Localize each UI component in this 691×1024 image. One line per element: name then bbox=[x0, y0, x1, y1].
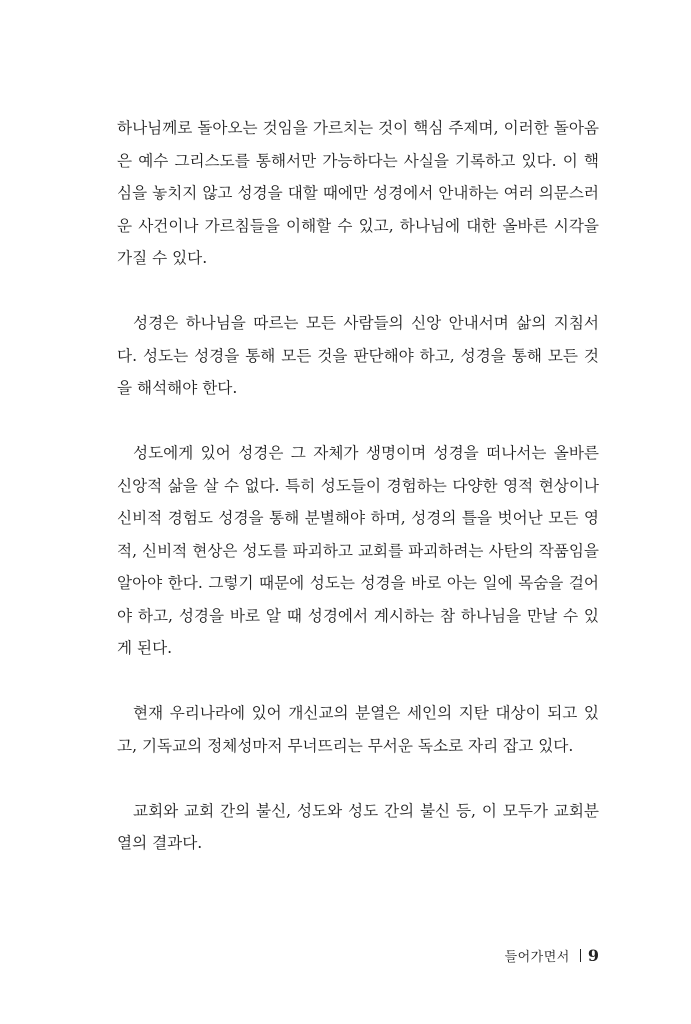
paragraph-distrust: 교회와 교회 간의 불신, 성도와 성도 간의 불신 등, 이 모두가 교회분열의 결과다. bbox=[117, 801, 599, 852]
page-footer bbox=[505, 946, 599, 965]
body-text bbox=[117, 112, 599, 860]
paragraph-bible-guide: 성경은 하나님을 따르는 모든 사람들의 신앙 안내서며 삶의 지침서다. 성도는 성경을 통해 모든 것을 판단해야 하고, 성경을 통해 모든 것을 해석해야 한다. bbox=[117, 314, 599, 397]
footer-divider bbox=[580, 949, 581, 962]
paragraph-continued: 하나님께로 돌아오는 것임을 가르치는 것이 핵심 주제며, 이러한 돌아옴은 예수 그리스도를 통해서만 가능하다는 사실을 기록하고 있다. 이 핵심을 놓치지 않고 성경을 대할 때에만 성경에서 안내하는 여러 의문스러운 사건이나 가르침들을 이해할 수 있고, 하나님에 대한 올바른 시각을 가질 수 있다. bbox=[117, 119, 599, 267]
page-number: 9 bbox=[587, 946, 599, 965]
running-section-title: 들어가면서 bbox=[504, 950, 570, 965]
paragraph-bible-life: 성도에게 있어 성경은 그 자체가 생명이며 성경을 떠나서는 올바른 신앙적 삶을 살 수 없다. 특히 성도들이 경험하는 다양한 영적 현상이나 신비적 경험도 성경을 통해 분별해야 하며, 성경의 틀을 벗어난 모든 영적, 신비적 현상은 성도를 파괴하고 교회를 파괴하려는 사탄의 작품임을 알아야 한다. 그렇기 때문에 성도는 성경을 바로 아는 일에 목숨을 걸어야 하고, 성경을 바로 알 때 성경에서 계시하는 참 하나님을 만날 수 있게 된다. bbox=[117, 444, 599, 657]
paragraph-protestant-division: 현재 우리나라에 있어 개신교의 분열은 세인의 지탄 대상이 되고 있고, 기독교의 정체성마저 무너뜨리는 무서운 독소로 자리 잡고 있다. bbox=[117, 704, 599, 755]
